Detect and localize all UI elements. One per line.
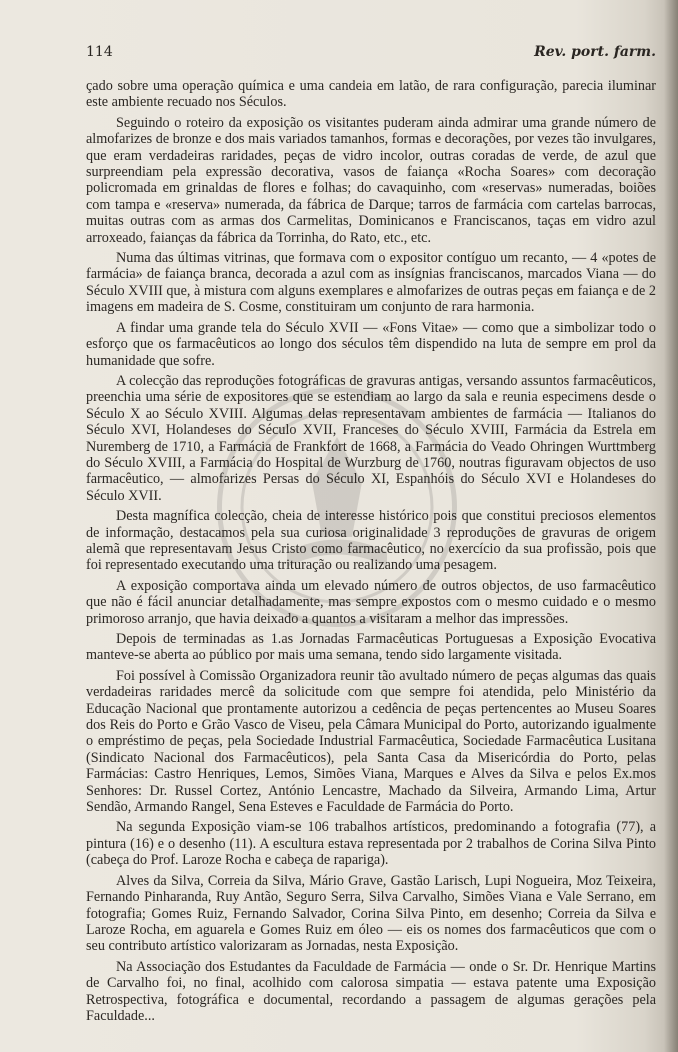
page-edge-shadow (664, 0, 678, 1052)
running-title: Rev. port. farm. (534, 44, 656, 60)
paragraph: A findar uma grande tela do Século XVII — «Fons Vitae» — como que a simbolizar todo o esforço que os farmacêuticos ao longo dos séculos têm dispendido na luta de sempre em prol da humanidade que sofre. (86, 319, 656, 369)
paragraph: Depois de terminadas as 1.as Jornadas Farmacêuticas Portuguesas a Exposição Evocativa manteve-se aberta ao público por mais uma semana, tendo sido largamente visitada. (86, 631, 656, 664)
paragraph: çado sobre uma operação química e uma candeia em latão, de rara configuração, parecia iluminar este ambiente recuado nos Séculos. (86, 78, 656, 111)
paragraph: Seguindo o roteiro da exposição os visitantes puderam ainda admirar uma grande número de almofarizes de bronze e dos mais variados tamanhos, formas e decorações, por vezes tão invulgares, que eram verdadeiras raridades, peças de vidro incolor, outras coradas de verde, de azul que surpreendiam pela expressão decorativa, vasos de faiança «Rocha Soares» com decoração policromada em grinaldas de flores e folhas; do cavaquinho, com «reservas» numeradas, boiões com tampa e «reserva» numerada, da fábrica de Darque; tarros de farmácia com cartelas barrocas, muitas outras com as armas dos Carmelitas, Dominicanos e Franciscanos, taças em vidro azul arroxeado, faianças da fábrica da Torrinha, do Rato, etc., etc. (86, 114, 656, 246)
article-body (86, 78, 656, 1028)
paragraph: A exposição comportava ainda um elevado número de outros objectos, de uso farmacêutico que não é fácil anunciar detalhadamente, mas sempre expostos com o mesmo cuidado e o mesmo primoroso arranjo, que havia deixado a quantos a visitaram a melhor das impressões. (86, 577, 656, 627)
paragraph: Na Associação dos Estudantes da Faculdade de Farmácia — onde o Sr. Dr. Henrique Martins de Carvalho foi, no final, acolhido com calorosa simpatia — estava patente uma Exposição Retrospectiva, fotográfica e documental, recordando a passagem de algumas gerações pela Faculdade... (86, 958, 656, 1024)
running-header (86, 40, 656, 64)
paragraph: Alves da Silva, Correia da Silva, Mário Grave, Gastão Larisch, Lupi Nogueira, Moz Teixeira, Fernando Pinharanda, Ruy Antão, Seguro Serra, Silva Carvalho, Simões Viana e Vale Serrano, em fotografia; Gomes Ruiz, Fernando Salvador, Corina Silva Pinto, em desenho; Correia da Silva e Laroze Rocha, em aguarela e Gomes Ruiz em óleo — eis os nomes dos farmacêuticos que com o seu contributo artístico valorizaram as Jornadas, nesta Exposição. (86, 872, 656, 955)
paragraph: A colecção das reproduções fotográficas de gravuras antigas, versando assuntos farmacêuticos, preenchia uma série de expositores que se estendiam ao largo da sala e reunia especimens desde o Século X ao Século XVIII. Algumas delas representavam ambientes de farmácia — Italianos do Século XVI, Holandeses do Século XVII, Franceses do Século XVIII, Farmácia da Estrela em Nuremberg de 1710, a Farmácia de Frankfort de 1668, a Farmácia do Veado Ohringen Wurttmberg do Século XVIII, a Farmácia do Hospital de Wurzburg de 1760, noutras figuravam objectos de uso farmacêutico, — almofarizes Persas do Século XI, Espanhóis do Século XVI e Holandeses do Século XVII. (86, 372, 656, 504)
paragraph: Na segunda Exposição viam-se 106 trabalhos artísticos, predominando a fotografia (77), a pintura (16) e o desenho (11). A escultura estava representada por 2 trabalhos de Corina Silva Pinto (cabeça do Prof. Laroze Rocha e cabeça de rapariga). (86, 819, 656, 869)
paragraph: Numa das últimas vitrinas, que formava com o expositor contíguo um recanto, — 4 «potes de farmácia» de faiança branca, decorada a azul com as insígnias franciscanos, marcados Viana — do Século XVIII que, à mistura com alguns exemplares e almofarizes de outras peças em faiança e de 2 imagens em madeira de S. Cosme, constituiram um conjunto de rara harmonia. (86, 250, 656, 316)
paragraph: Desta magnífica colecção, cheia de interesse histórico pois que constitui preciosos elementos de informação, destacamos pela sua curiosa originalidade 3 reproduções de gravuras de origem alemã que representavam Jesus Cristo como farmacêutico, no exercício da sua profissão, pois que foi representado executando uma trituração ou realizando uma pesagem. (86, 508, 656, 574)
page-number: 114 (86, 44, 113, 60)
paragraph: Foi possível à Comissão Organizadora reunir tão avultado número de peças algumas das quais verdadeiras raridades mercê da solicitude com que sempre foi atendida, pelo Ministério da Educação Nacional que prontamente autorizou a cedência de peças pertencentes ao Museu Soares dos Reis do Porto e Grão Vasco de Viseu, pela Câmara Municipal do Porto, autorizando igualmente o empréstimo de peças, pela Sociedade Industrial Farmacêutica, Sociedade Farmacêutica Lusitana (Sindicato Nacional dos Farmacêuticos), pela Santa Casa da Misericórdia do Porto, pelas Farmácias: Castro Henriques, Lemos, Simões Viana, Marques e Alves da Silva e pelos Ex.mos Senhores: Dr. Russel Cortez, António Lencastre, Machado da Silveira, Armando Lima, Artur Sendão, Armando Rangel, Sena Esteves e Faculdade de Farmácia do Porto. (86, 667, 656, 816)
